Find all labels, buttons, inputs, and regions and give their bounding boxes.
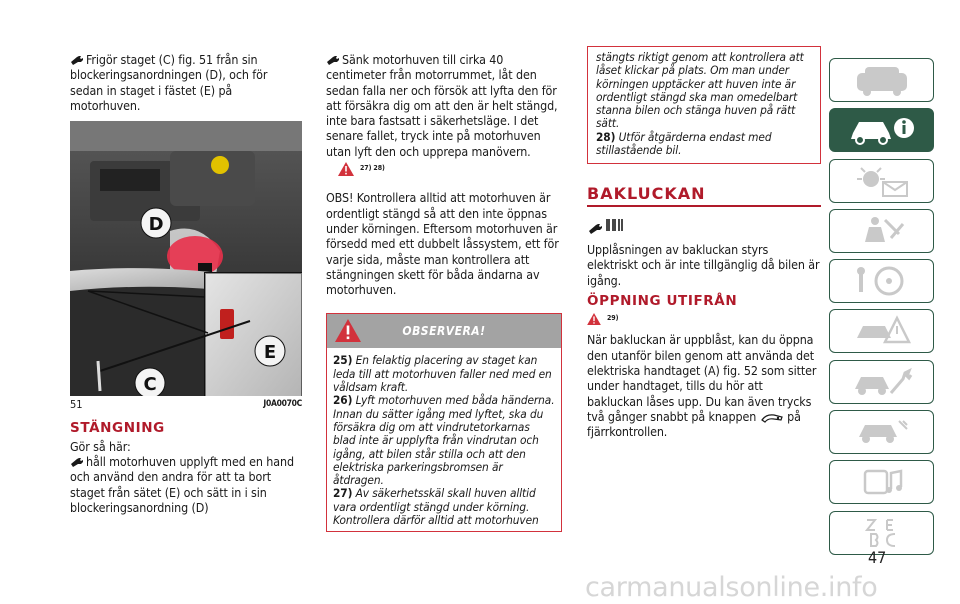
notice-item: 28) Utför åtgärderna endast med stillastående bil.: [596, 129, 772, 158]
steering-wheel-icon: [851, 264, 913, 298]
warning-triangle-icon: [587, 313, 601, 325]
airbag-safety-icon: [851, 214, 913, 248]
notice-title: OBSERVERA!: [402, 323, 486, 338]
notice-item: 27) Av säkerhetsskäl skall huven alltid vara ordentligt stängd under körning. Kontrollera därför alltid att motorhuven: [333, 486, 539, 528]
sidebar-tab-multimedia[interactable]: [829, 460, 934, 504]
engine-bay-illustration: [70, 121, 302, 396]
figure-number: 51: [70, 398, 83, 412]
paragraph-obs: OBS! Kontrollera alltid att motorhuven är ordentligt stängd så att den inte öppnas under körningen. Eftersom motorhuven är försedd med ett dubbelt låssystem, ett för varje sida, måste man kontrollera att stängningen skett för båda ändarna av motorhuven.: [326, 190, 559, 298]
paragraph-release-strut: Frigör staget (C) fig. 51 från sin blockeringsanordningen (D), och för sedan in staget i fästet (E) på motorhuven.: [70, 52, 268, 113]
sidebar-tab-car-info[interactable]: [829, 108, 934, 152]
paragraph-open-outside: När bakluckan är uppblåst, kan du öppna den utanför bilen genom att använda det elektriska handtaget (A) fig. 52 som sitter under handtaget, tills du hör att bakluckan låses upp. Du kan även trycks två gånger snabbt på knappen på fjärrkontrollen.: [587, 332, 817, 440]
notice-header: [327, 314, 561, 348]
warning-reference[interactable]: 27) 28): [338, 161, 562, 176]
notice-continued-text: stängts riktigt genom att kontrollera att låset klickar på plats. Om man under körningen upptäcker att huven inte är ordentligt stängd ska man omedelbart stanna bilen och stänga huven på rätt sätt.: [596, 50, 804, 131]
wrench-car-icon: [851, 365, 913, 399]
column-2: [326, 52, 562, 532]
index-letters-icon: [851, 516, 913, 550]
closing-intro: Gör så här:: [70, 438, 131, 454]
figure-caption: [70, 397, 302, 412]
notice-body: [327, 348, 561, 531]
paragraph-lower-hood: Sänk motorhuven till cirka 40 centimeter från motorrummet, låt den sedan falla ner och försök att lyfta den för att försäkra dig om att den är helt stängd, inte bara fastsatt i säkerhetsläge. I det senare fallet, tryck inte på motorhuven utan lyft den och upprepa manövern.: [326, 52, 558, 159]
dashboard-car-icon: [851, 63, 913, 97]
wrench-icon: [326, 55, 340, 65]
column-1: [70, 52, 302, 523]
car-info-icon: [847, 113, 917, 147]
sidebar-tab-emergency[interactable]: [829, 309, 934, 353]
notice-box: [326, 313, 562, 532]
notice-item: 25) En felaktig placering av staget kan leda till att motorhuven faller ned med en våldsam kraft.: [333, 353, 552, 395]
watermark: carmanualsonline.info: [585, 572, 878, 603]
sidebar-tab-driving[interactable]: [829, 259, 934, 303]
sidebar-tab-maintenance[interactable]: [829, 360, 934, 404]
wrench-icon: [70, 55, 84, 65]
warning-car-icon: [851, 314, 913, 348]
car-specs-icon: [851, 415, 913, 449]
callout-d: D: [148, 214, 164, 236]
section-divider: [587, 205, 821, 207]
paragraph-closing: håll motorhuven upplyft med en hand och använd den andra för att ta bort staget från sätet (E) och sätt in i sin blockeringsanordning (D): [70, 454, 294, 515]
sidebar-tab-dashboard[interactable]: [829, 58, 934, 102]
warning-reference[interactable]: 29): [587, 311, 821, 326]
media-music-icon: [851, 465, 913, 499]
sidebar-tab-lights[interactable]: [829, 159, 934, 203]
engine-bay-photo: [70, 121, 302, 396]
figure-code: J0A0070C: [263, 399, 302, 410]
tailgate-key-button-icon: [760, 412, 784, 424]
column-3: [587, 52, 821, 446]
lights-mail-icon: [851, 164, 913, 198]
callout-e: E: [263, 342, 277, 364]
callout-c: C: [143, 374, 157, 396]
wrench-icon: [70, 457, 84, 467]
sidebar-tab-safety[interactable]: [829, 209, 934, 253]
notice-continuation: [587, 46, 821, 164]
warning-triangle-icon: [338, 162, 354, 176]
electric-wrench-icon: [587, 217, 627, 235]
page-number: 47: [868, 548, 887, 567]
subsection-title-open-outside: ÖPPNING UTIFRÅN: [587, 292, 738, 309]
notice-item: 26) Lyft motorhuven med båda händerna. Innan du sätter igång med lyftet, ska du försäkra dig om att vindrutetorkarnas blad inte är upplyfta från vindrutan och igång, att bilen står stilla och att den elektriska parkeringsbromsen är åtdragen.: [333, 393, 555, 488]
section-title-tailgate: BAKLUCKAN: [587, 184, 706, 204]
warning-triangle-icon: [335, 319, 361, 342]
sidebar-tab-specs[interactable]: [829, 410, 934, 454]
section-title-closing: STÄNGNING: [70, 420, 165, 437]
paragraph-tailgate-unlock: Upplåsningen av bakluckan styrs elektriskt och är inte tillgänglig då bilen är igång.: [587, 241, 820, 288]
chapter-sidebar: [829, 58, 934, 561]
